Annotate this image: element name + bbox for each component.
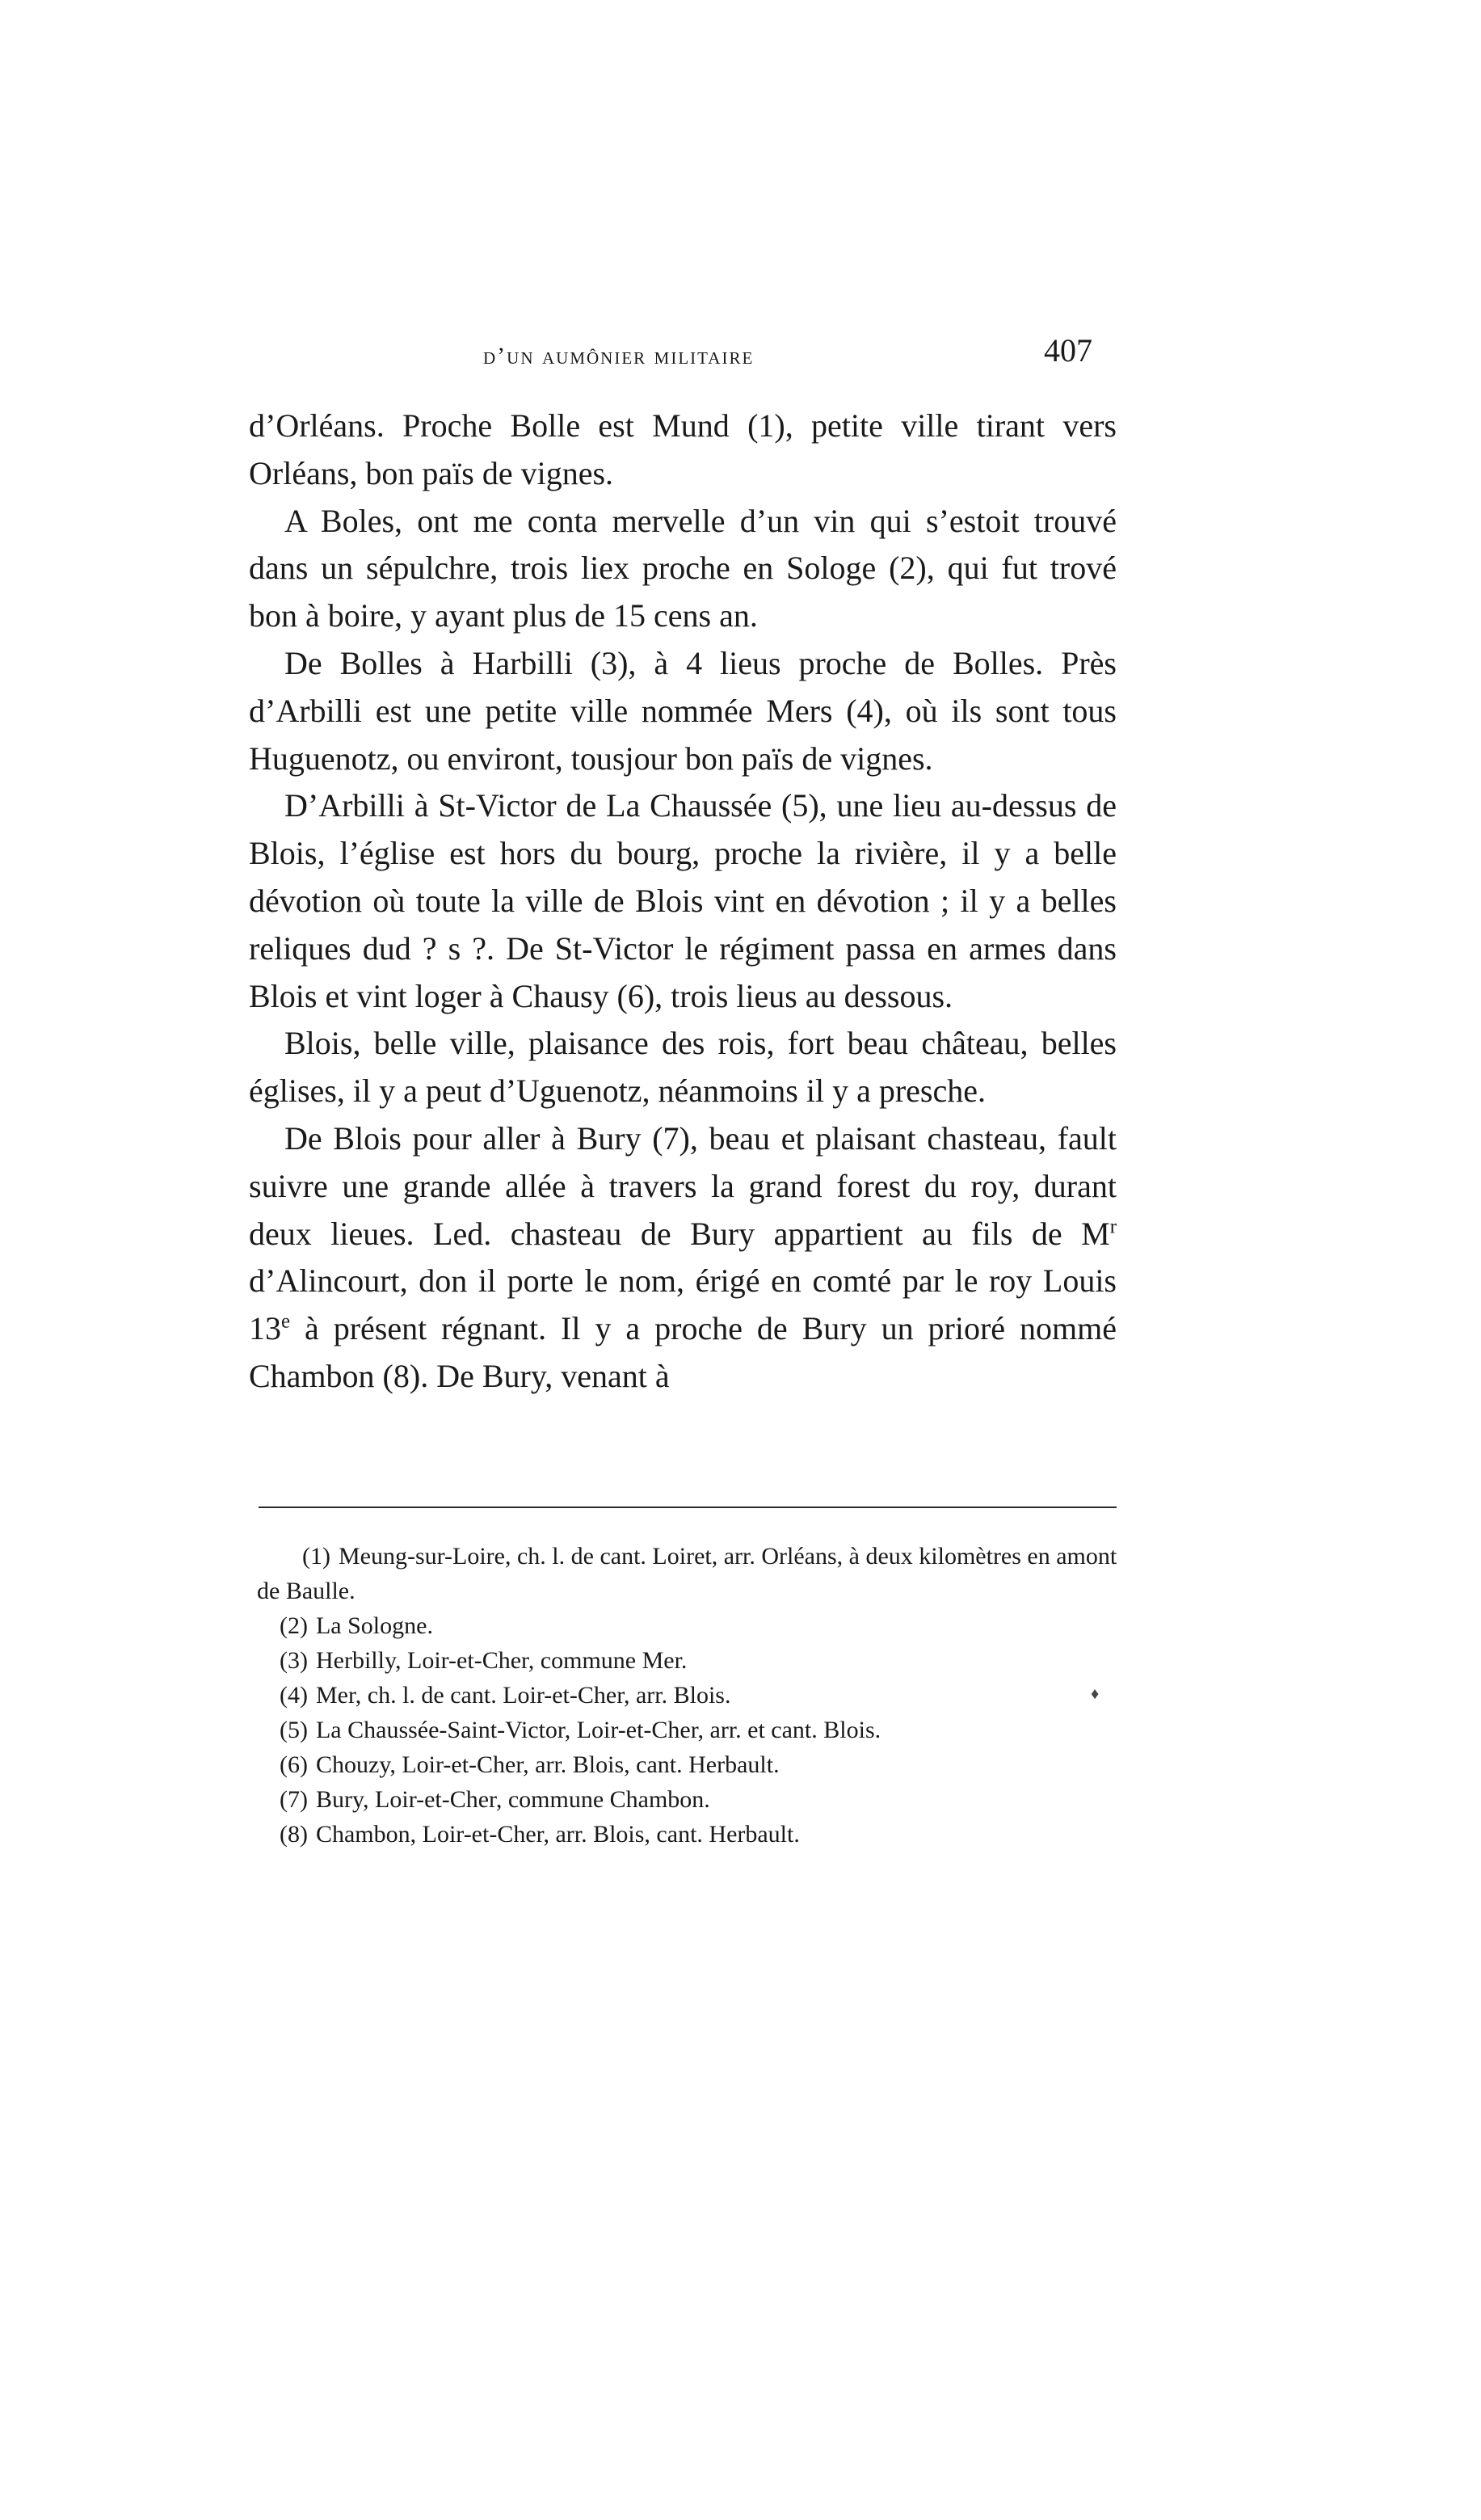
footnote-marker: (3)	[280, 1647, 308, 1674]
paragraph	[249, 1115, 1117, 1401]
superscript: e	[281, 1310, 291, 1333]
footnotes	[257, 1539, 1125, 1852]
footnote-text: Herbilly, Loir-et-Cher, commune Mer.	[315, 1647, 688, 1674]
footnote-text: Chouzy, Loir-et-Cher, arr. Blois, cant. Herbault.	[315, 1751, 780, 1778]
footnote	[257, 1747, 1125, 1782]
page-number: 407	[1044, 332, 1092, 369]
footnote-divider	[259, 1507, 1117, 1508]
footnote-marker: (4)	[280, 1682, 308, 1709]
footnote-text: Mer, ch. l. de cant. Loir-et-Cher, arr. Blois.	[315, 1682, 731, 1709]
footnote-text: La Sologne.	[315, 1612, 433, 1639]
superscript: r	[1109, 1216, 1117, 1238]
footnote-text: Chambon, Loir-et-Cher, arr. Blois, cant. Herbault.	[315, 1821, 800, 1848]
footnote-marker: (6)	[280, 1751, 308, 1778]
paragraph-text: De Blois pour aller à Bury (7), beau et plaisant chasteau, fault suivre une grande allée à travers la grand forest du roy, durant deux lieues. Led. chasteau de Bury appartient au fils de M	[249, 1119, 1117, 1252]
running-title: d’un aumônier militaire	[483, 343, 755, 369]
footnote-marker: (7)	[280, 1786, 308, 1813]
footnote	[257, 1817, 1125, 1852]
footnote-marker: (1)	[302, 1543, 330, 1570]
paragraph: Blois, belle ville, plaisance des rois, fort beau château, belles églises, il y a peut d’Uguenotz, néanmoins il y a presche.	[249, 1025, 1117, 1110]
paragraph: A Boles, ont me conta mervelle d’un vin qui s’estoit trouvé dans un sépulchre, trois liex proche en Sologe (2), qui fut trové bon à boire, y ayant plus de 15 cens an.	[249, 502, 1117, 634]
footnote	[257, 1782, 1125, 1817]
main-text	[249, 402, 1117, 1401]
footnote-text: La Chaussée-Saint-Victor, Loir-et-Cher, arr. et cant. Blois.	[315, 1717, 881, 1743]
footnote-marker: (5)	[280, 1717, 308, 1743]
paragraph: d’Orléans. Proche Bolle est Mund (1), petite ville tirant vers Orléans, bon païs de vignes.	[249, 407, 1117, 491]
ink-speck: ♦	[1091, 1685, 1100, 1703]
footnote	[257, 1678, 1125, 1713]
paragraph-text: à présent régnant. Il y a proche de Bury un prioré nommé Chambon (8). De Bury, venant à	[249, 1310, 1117, 1394]
paragraph-text: d’Alincourt, don il porte le nom, érigé en comté par le roy Louis 13	[249, 1262, 1117, 1347]
footnote-marker: (8)	[280, 1821, 308, 1848]
footnote	[257, 1643, 1125, 1678]
paragraph: D’Arbilli à St-Victor de La Chaussée (5), une lieu au-dessus de Blois, l’église est hors du bourg, proche la rivière, il y a belle dévotion où toute la ville de Blois vint en dévotion ; il y a belles reliques dud ? s ?. De St-Victor le régiment passa en armes dans Blois et vint loger à Chausy (6), trois lieus au dessous.	[249, 787, 1117, 1014]
footnote	[257, 1608, 1125, 1643]
footnote-text: Bury, Loir-et-Cher, commune Chambon.	[315, 1786, 710, 1813]
footnote	[257, 1539, 1125, 1608]
footnote-text: Meung-sur-Loire, ch. l. de cant. Loiret, arr. Orléans, à deux kilomètres en amont de Baulle.	[257, 1543, 1117, 1604]
paragraph: De Bolles à Harbilli (3), à 4 lieus proche de Bolles. Près d’Arbilli est une petite ville nommée Mers (4), où ils sont tous Huguenotz, ou environt, tousjour bon païs de vignes.	[249, 644, 1117, 777]
footnote	[257, 1713, 1125, 1747]
footnote-marker: (2)	[280, 1612, 308, 1639]
